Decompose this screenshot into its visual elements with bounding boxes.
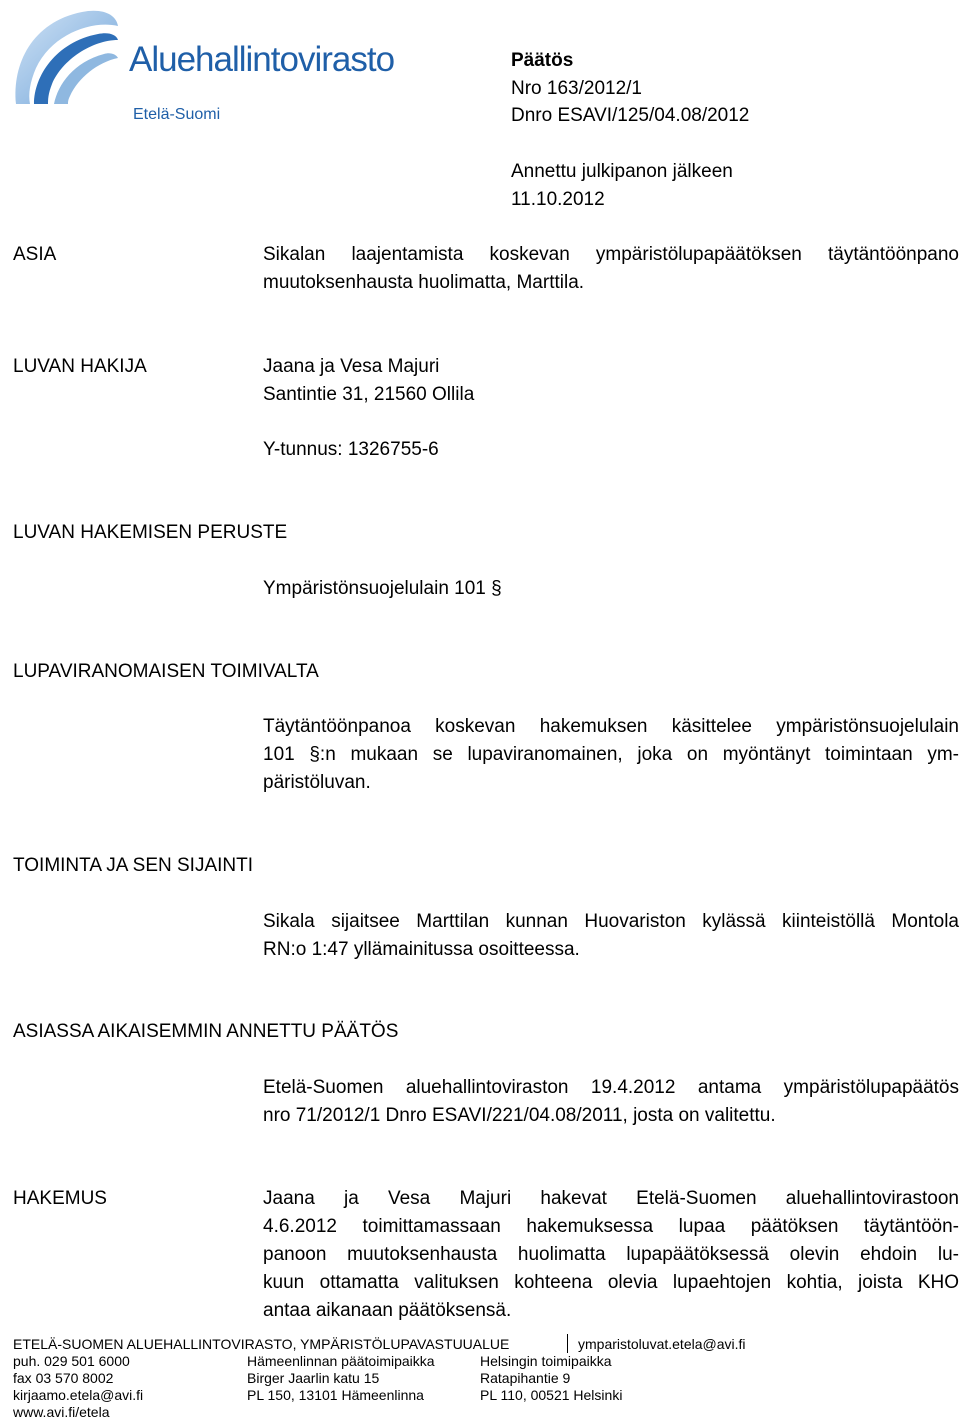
- section-heading-application: HAKEMUS: [13, 1188, 107, 1209]
- footer-phone: puh. 029 501 6000: [13, 1353, 130, 1369]
- document-type: Päätös: [511, 50, 574, 71]
- footer-office-postal: PL 150, 13101 Hämeenlinna: [247, 1387, 424, 1403]
- issued-label: Annettu julkipanon jälkeen: [511, 161, 733, 182]
- text-line: muutoksenhausta huolimatta, Marttila.: [263, 272, 585, 293]
- footer-divider: [567, 1334, 568, 1353]
- footer-contact-column: [13, 1353, 143, 1421]
- text-line: Jaana ja Vesa Majuri hakevat Etelä-Suomen aluehallintovirastoon: [263, 1188, 959, 1209]
- text-line: 4.6.2012 toimittamassaan hakemuksessa lupaa päätöksen täytäntöön-: [263, 1216, 959, 1237]
- footer-office-postal: PL 110, 00521 Helsinki: [480, 1387, 623, 1403]
- text-line: 101 §:n mukaan se lupaviranomainen, joka on myöntänyt toimintaan ym-: [263, 744, 959, 765]
- text-line: Sikala sijaitsee Marttilan kunnan Huovariston kylässä kiinteistöllä Montola: [263, 911, 959, 932]
- region-label: Etelä-Suomi: [133, 106, 221, 123]
- section-heading-basis: LUVAN HAKEMISEN PERUSTE: [13, 522, 288, 543]
- text-line: nro 71/2012/1 Dnro ESAVI/221/04.08/2011, josta on valitettu.: [263, 1105, 776, 1126]
- text-line: RN:o 1:47 yllämainitussa osoitteessa.: [263, 939, 580, 960]
- applicant-address: Santintie 31, 21560 Ollila: [263, 384, 475, 405]
- footer-registry-email[interactable]: kirjaamo.etela@avi.fi: [13, 1387, 144, 1403]
- text-line: antaa aikanaan päätöksensä.: [263, 1300, 512, 1321]
- aluehallintovirasto-logo-icon: [12, 4, 120, 110]
- footer-main-office-column: [247, 1353, 435, 1404]
- section-body-previous-decision: [263, 1074, 959, 1130]
- section-body-application: [263, 1185, 959, 1325]
- issued-date: 11.10.2012: [511, 189, 605, 210]
- footer-helsinki-office-column: [480, 1353, 622, 1404]
- section-heading-operation: TOIMINTA JA SEN SIJAINTI: [13, 855, 254, 876]
- text-line: Etelä-Suomen aluehallintoviraston 19.4.2012 antama ympäristölupapäätös: [263, 1077, 959, 1098]
- text-line: Sikalan laajentamista koskevan ympäristölupapäätöksen täytäntöönpano: [263, 244, 959, 265]
- decision-number: Nro 163/2012/1: [511, 78, 642, 99]
- text-line: kuun ottamatta valituksen kohteena olevia lupaehtojen kohtia, joista KHO: [263, 1272, 959, 1293]
- footer-office-street: Birger Jaarlin katu 15: [247, 1370, 380, 1386]
- footer-fax: fax 03 570 8002: [13, 1370, 114, 1386]
- section-body-basis: Ympäristönsuojelulain 101 §: [263, 578, 502, 599]
- footer-website[interactable]: www.avi.fi/etela: [13, 1404, 110, 1420]
- section-body-asia: [263, 241, 959, 297]
- section-body-authority: [263, 713, 959, 797]
- section-heading-authority: LUPAVIRANOMAISEN TOIMIVALTA: [13, 661, 319, 682]
- section-heading-applicant: LUVAN HAKIJA: [13, 356, 147, 377]
- footer-office-title: Helsingin toimipaikka: [480, 1353, 612, 1369]
- text-line: Täytäntöönpanoa koskevan hakemuksen käsittelee ympäristönsuojelulain: [263, 716, 959, 737]
- applicant-name: Jaana ja Vesa Majuri: [263, 356, 440, 377]
- footer-organization: ETELÄ-SUOMEN ALUEHALLINTOVIRASTO, YMPÄRISTÖLUPAVASTUUALUE: [13, 1336, 510, 1352]
- footer-office-street: Ratapihantie 9: [480, 1370, 571, 1386]
- section-body-operation: [263, 908, 959, 964]
- section-body-applicant: [263, 353, 959, 409]
- brand-name: Aluehallintovirasto: [129, 40, 395, 79]
- text-line: panoon muutoksenhausta huolimatta lupapäätöksessä olevin ehdoin lu-: [263, 1244, 959, 1265]
- section-heading-previous-decision: ASIASSA AIKAISEMMIN ANNETTU PÄÄTÖS: [13, 1021, 399, 1042]
- diary-number: Dnro ESAVI/125/04.08/2012: [511, 105, 750, 126]
- footer-office-title: Hämeenlinnan päätoimipaikka: [247, 1353, 435, 1369]
- text-line: päristöluvan.: [263, 772, 371, 793]
- section-heading-asia: ASIA: [13, 244, 57, 265]
- footer-email-link[interactable]: ymparistoluvat.etela@avi.fi: [578, 1336, 746, 1352]
- applicant-business-id: Y-tunnus: 1326755-6: [263, 439, 439, 460]
